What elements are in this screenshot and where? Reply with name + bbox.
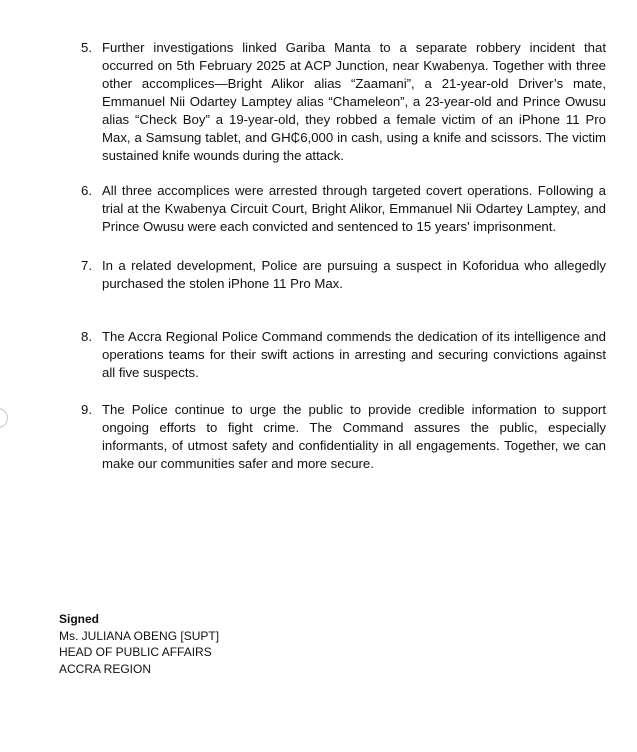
paragraph-text: All three accomplices were arrested through targeted covert operations. Following a trial at the Kwabenya Circuit Court, Bright Alikor, Emmanuel Nii Odartey Lamptey, and Prince Owusu were each convicted and sentenced to 15 years' imprisonment. — [102, 183, 606, 234]
paragraph-text: The Police continue to urge the public to provide credible information to support ongoing efforts to fight crime. The Command assures the public, especially informants, of utmost safety and confidentiality in all engagements. Together, we can make our communities safer and more secure. — [102, 402, 606, 471]
paragraph-text: The Accra Regional Police Command commends the dedication of its intelligence and operations teams for their swift actions in arresting and securing convictions against all five suspects. — [102, 329, 606, 380]
paragraph-8 — [81, 328, 606, 382]
signatory-name: Ms. JULIANA OBENG [SUPT] — [59, 628, 220, 643]
signatory-title: HEAD OF PUBLIC AFFAIRS — [59, 645, 212, 659]
signed-label: Signed — [59, 612, 100, 626]
paragraph-6 — [81, 182, 606, 236]
page-edge-circle — [0, 408, 8, 428]
paragraph-text: In a related development, Police are pursuing a suspect in Koforidua who allegedly purchased the stolen iPhone 11 Pro Max. — [102, 258, 606, 291]
paragraph-7 — [81, 257, 606, 293]
signatory-region: ACCRA REGION — [59, 661, 152, 676]
paragraph-5 — [81, 39, 606, 165]
paragraph-number: 7. — [81, 258, 92, 273]
paragraph-9 — [81, 401, 606, 473]
signature-block — [59, 611, 219, 677]
paragraph-number: 5. — [81, 40, 92, 55]
paragraph-number: 6. — [81, 183, 92, 198]
paragraph-number: 8. — [81, 329, 92, 344]
paragraph-number: 9. — [81, 402, 92, 417]
paragraph-text: Further investigations linked Gariba Manta to a separate robbery incident that occurred on 5th February 2025 at ACP Junction, near Kwabenya. Together with three other accomplices—Bright Alikor alias “Zaamani”, a 21-year-old Driver’s mate, Emmanuel Nii Odartey Lamptey alias “Chameleon”, a 23-year-old and Prince Owusu alias “Check Boy” a 19-year-old, they robbed a female victim of an iPhone 11 Pro Max, a Samsung tablet, and GH₵6,000 in cash, using a knife and scissors. The victim sustained knife wounds during the attack. — [102, 40, 606, 163]
